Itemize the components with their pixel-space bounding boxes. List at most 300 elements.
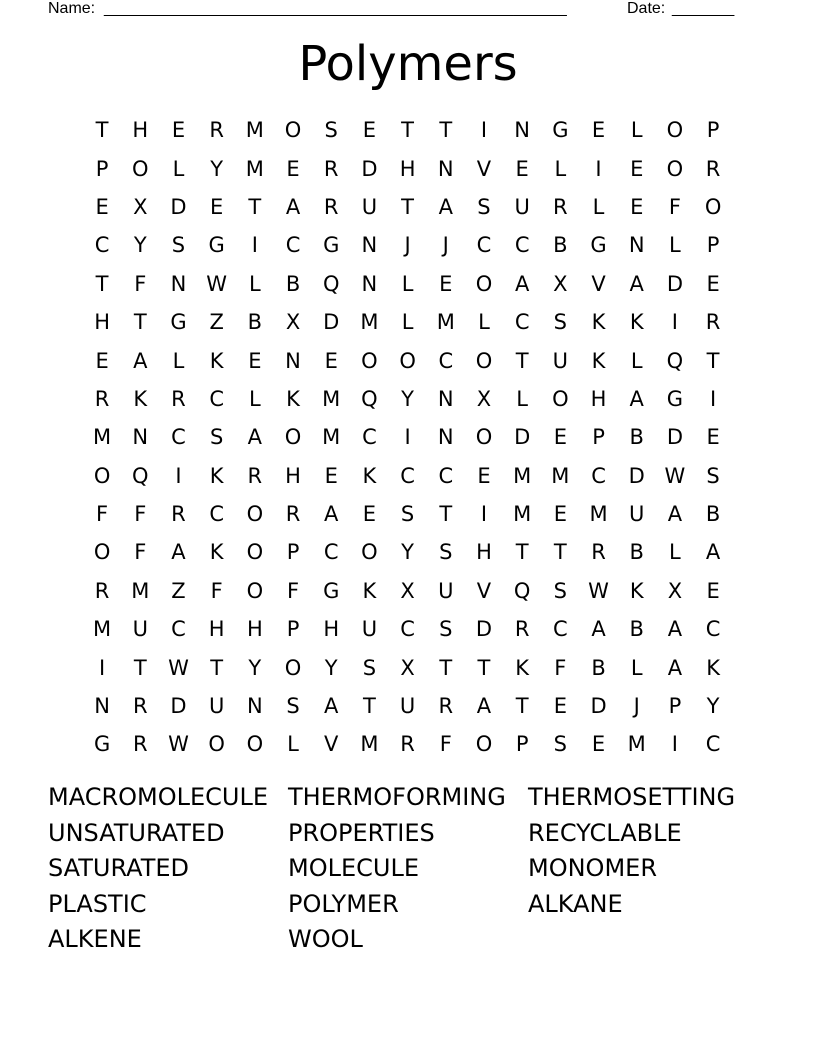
grid-letter: M bbox=[93, 425, 112, 450]
grid-letter: L bbox=[478, 310, 490, 335]
grid-letter: T bbox=[401, 118, 414, 143]
grid-letter: T bbox=[248, 194, 262, 219]
grid-letter: D bbox=[361, 156, 378, 181]
grid-letter: B bbox=[591, 655, 606, 680]
grid-letter: C bbox=[209, 502, 224, 527]
grid-letter: N bbox=[170, 271, 187, 296]
grid-letter: O bbox=[246, 732, 264, 757]
grid-letter: C bbox=[514, 233, 530, 258]
grid-letter: Q bbox=[361, 386, 378, 411]
grid-letter: R bbox=[705, 310, 721, 335]
grid-row bbox=[83, 303, 732, 341]
grid-letter: F bbox=[668, 194, 681, 219]
grid-row bbox=[83, 495, 732, 533]
grid-letter: V bbox=[591, 271, 606, 296]
grid-letter: L bbox=[669, 540, 681, 565]
name-label: Name: bbox=[48, 0, 96, 17]
grid-letter: T bbox=[95, 118, 109, 143]
grid-letter: N bbox=[94, 694, 110, 719]
grid-letter: P bbox=[706, 118, 720, 143]
grid-letter: E bbox=[553, 502, 567, 527]
grid-letter: L bbox=[172, 348, 185, 373]
grid-letter: F bbox=[96, 502, 109, 527]
grid-letter: L bbox=[630, 655, 643, 680]
grid-letter: R bbox=[171, 502, 186, 527]
grid-letter: D bbox=[323, 310, 340, 335]
grid-letter: G bbox=[323, 578, 340, 603]
grid-letter: O bbox=[475, 732, 493, 757]
grid-letter: Q bbox=[666, 348, 684, 373]
grid-letter: T bbox=[706, 348, 720, 373]
grid-letter: D bbox=[475, 617, 493, 642]
grid-letter: J bbox=[633, 694, 640, 719]
grid-letter: E bbox=[706, 271, 720, 296]
grid-letter: P bbox=[592, 425, 605, 450]
grid-letter: U bbox=[552, 348, 569, 373]
grid-letter: N bbox=[437, 425, 454, 450]
grid-letter: Z bbox=[171, 578, 186, 603]
grid-letter: T bbox=[477, 655, 491, 680]
grid-letter: C bbox=[400, 463, 415, 488]
grid-letter: X bbox=[133, 194, 148, 219]
word-item: RECYCLABLE bbox=[528, 818, 682, 847]
grid-letter: N bbox=[246, 694, 263, 719]
grid-letter: T bbox=[133, 310, 147, 335]
grid-letter: G bbox=[666, 386, 684, 411]
grid-letter: R bbox=[209, 118, 224, 143]
date-label: Date: bbox=[627, 0, 666, 17]
grid-letter: O bbox=[666, 156, 684, 181]
grid-letter: U bbox=[361, 194, 378, 219]
grid-letter: R bbox=[132, 694, 148, 719]
grid-letter: D bbox=[666, 425, 683, 450]
grid-letter: W bbox=[206, 271, 228, 296]
name-field-line: ____________________________________________________ bbox=[104, 0, 567, 17]
grid-letter: A bbox=[667, 617, 683, 642]
grid-letter: G bbox=[552, 118, 569, 143]
grid-letter: C bbox=[476, 233, 492, 258]
grid-letter: E bbox=[362, 118, 377, 143]
grid-letter: N bbox=[132, 425, 149, 450]
grid-letter: S bbox=[209, 425, 224, 450]
grid-letter: D bbox=[170, 194, 187, 219]
grid-letter: S bbox=[400, 502, 415, 527]
grid-letter: O bbox=[666, 118, 684, 143]
grid-letter: X bbox=[285, 310, 301, 335]
grid-letter: V bbox=[324, 732, 339, 757]
grid-letter: L bbox=[630, 348, 643, 373]
grid-letter: B bbox=[705, 502, 721, 527]
grid-letter: L bbox=[248, 271, 261, 296]
grid-letter: X bbox=[400, 578, 415, 603]
grid-row bbox=[83, 418, 732, 456]
grid-letter: U bbox=[438, 578, 454, 603]
grid-letter: K bbox=[209, 540, 224, 565]
grid-letter: K bbox=[629, 578, 644, 603]
grid-letter: C bbox=[438, 348, 454, 373]
grid-letter: K bbox=[591, 348, 606, 373]
grid-row bbox=[83, 341, 732, 379]
grid-letter: N bbox=[628, 233, 645, 258]
grid-letter: N bbox=[361, 271, 378, 296]
grid-letter: A bbox=[591, 617, 606, 642]
grid-letter: H bbox=[132, 118, 149, 143]
grid-letter: C bbox=[323, 540, 339, 565]
grid-letter: E bbox=[515, 156, 529, 181]
grid-letter: L bbox=[287, 732, 299, 757]
grid-row bbox=[83, 457, 732, 495]
grid-letter: R bbox=[94, 386, 110, 411]
grid-letter: S bbox=[439, 540, 453, 565]
grid-letter: N bbox=[285, 348, 301, 373]
grid-letter: Y bbox=[248, 655, 262, 680]
grid-letter: E bbox=[95, 194, 109, 219]
grid-letter: X bbox=[553, 271, 568, 296]
grid-letter: E bbox=[706, 578, 720, 603]
grid-letter: B bbox=[247, 310, 263, 335]
grid-row bbox=[83, 265, 732, 303]
grid-letter: G bbox=[323, 233, 340, 258]
grid-letter: B bbox=[285, 271, 301, 296]
grid-row bbox=[83, 380, 732, 418]
letter-grid bbox=[83, 111, 732, 764]
grid-letter: F bbox=[134, 271, 147, 296]
grid-letter: S bbox=[477, 194, 491, 219]
grid-letter: H bbox=[590, 386, 607, 411]
grid-row bbox=[83, 149, 732, 187]
grid-letter: W bbox=[168, 732, 189, 757]
grid-letter: R bbox=[514, 617, 530, 642]
grid-letter: I bbox=[671, 310, 678, 335]
word-column bbox=[288, 780, 506, 958]
grid-row bbox=[83, 111, 732, 149]
grid-letter: H bbox=[208, 617, 225, 642]
grid-letter: O bbox=[246, 540, 264, 565]
grid-letter: E bbox=[248, 348, 262, 373]
grid-letter: L bbox=[630, 118, 643, 143]
grid-row bbox=[83, 188, 732, 226]
grid-letter: C bbox=[171, 617, 186, 642]
grid-letter: K bbox=[591, 310, 606, 335]
grid-letter: M bbox=[93, 617, 112, 642]
grid-letter: R bbox=[323, 194, 339, 219]
grid-letter: E bbox=[210, 194, 224, 219]
grid-letter: X bbox=[400, 655, 415, 680]
grid-letter: T bbox=[210, 655, 224, 680]
grid-letter: A bbox=[171, 540, 186, 565]
grid-letter: P bbox=[668, 694, 682, 719]
grid-letter: K bbox=[362, 463, 377, 488]
grid-letter: F bbox=[134, 540, 147, 565]
grid-letter: N bbox=[361, 233, 378, 258]
word-item: THERMOFORMING bbox=[288, 783, 506, 811]
grid-letter: A bbox=[514, 271, 530, 296]
grid-letter: N bbox=[437, 386, 454, 411]
grid-letter: O bbox=[704, 194, 722, 219]
grid-letter: T bbox=[515, 540, 529, 565]
grid-letter: M bbox=[322, 386, 341, 411]
grid-letter: E bbox=[439, 271, 453, 296]
grid-letter: B bbox=[629, 425, 644, 450]
grid-letter: F bbox=[286, 578, 300, 603]
grid-letter: M bbox=[513, 502, 532, 527]
grid-letter: C bbox=[705, 617, 721, 642]
grid-letter: F bbox=[134, 502, 147, 527]
grid-letter: T bbox=[133, 655, 147, 680]
grid-letter: S bbox=[553, 732, 568, 757]
grid-letter: Q bbox=[132, 463, 149, 488]
grid-letter: T bbox=[362, 694, 376, 719]
grid-letter: R bbox=[285, 502, 301, 527]
grid-letter: W bbox=[168, 655, 189, 680]
grid-letter: D bbox=[590, 694, 607, 719]
grid-letter: U bbox=[399, 694, 416, 719]
grid-letter: A bbox=[629, 386, 644, 411]
grid-letter: M bbox=[436, 310, 455, 335]
grid-letter: E bbox=[553, 425, 567, 450]
grid-letter: E bbox=[362, 502, 377, 527]
grid-letter: I bbox=[98, 655, 106, 680]
grid-letter: G bbox=[590, 233, 607, 258]
grid-letter: L bbox=[248, 386, 261, 411]
grid-letter: E bbox=[477, 463, 491, 488]
grid-letter: C bbox=[514, 310, 530, 335]
grid-letter: I bbox=[671, 732, 678, 757]
grid-letter: G bbox=[170, 310, 187, 335]
grid-row bbox=[83, 725, 732, 763]
grid-letter: Q bbox=[513, 578, 531, 603]
grid-letter: U bbox=[132, 617, 148, 642]
grid-letter: E bbox=[324, 348, 338, 373]
grid-letter: R bbox=[438, 694, 454, 719]
grid-letter: C bbox=[209, 386, 224, 411]
grid-letter: E bbox=[630, 194, 644, 219]
grid-letter: E bbox=[591, 118, 606, 143]
grid-letter: K bbox=[209, 463, 224, 488]
grid-letter: X bbox=[476, 386, 492, 411]
grid-letter: P bbox=[515, 732, 529, 757]
grid-letter: K bbox=[706, 655, 720, 680]
word-item: WOOL bbox=[288, 925, 363, 953]
grid-letter: C bbox=[400, 617, 415, 642]
grid-letter: A bbox=[629, 271, 644, 296]
word-item: MACROMOLECULE bbox=[48, 783, 269, 811]
grid-letter: K bbox=[629, 310, 644, 335]
grid-letter: O bbox=[361, 348, 378, 373]
grid-letter: C bbox=[438, 463, 454, 488]
grid-letter: S bbox=[706, 463, 720, 488]
grid-letter: R bbox=[94, 578, 110, 603]
grid-letter: W bbox=[664, 463, 686, 488]
grid-letter: O bbox=[475, 425, 493, 450]
grid-letter: T bbox=[95, 271, 109, 296]
word-item: PLASTIC bbox=[48, 889, 147, 918]
grid-letter: B bbox=[629, 540, 644, 565]
grid-letter: R bbox=[591, 540, 606, 565]
grid-letter: M bbox=[360, 310, 379, 335]
grid-letter: E bbox=[591, 732, 606, 757]
grid-letter: T bbox=[401, 194, 414, 219]
word-item: SATURATED bbox=[48, 854, 190, 882]
word-item: PROPERTIES bbox=[288, 818, 435, 847]
grid-letter: O bbox=[475, 348, 493, 373]
grid-row bbox=[83, 572, 732, 610]
grid-letter: A bbox=[438, 194, 453, 219]
grid-letter: L bbox=[592, 194, 605, 219]
grid-letter: E bbox=[171, 118, 186, 143]
grid-row bbox=[83, 533, 732, 571]
grid-letter: F bbox=[439, 732, 452, 757]
grid-letter: I bbox=[595, 156, 602, 181]
grid-letter: U bbox=[629, 502, 645, 527]
grid-letter: S bbox=[553, 578, 568, 603]
grid-letter: E bbox=[630, 156, 644, 181]
grid-letter: M bbox=[627, 732, 646, 757]
grid-letter: R bbox=[400, 732, 415, 757]
grid-letter: D bbox=[170, 694, 187, 719]
grid-letter: P bbox=[95, 156, 109, 181]
grid-letter: Y bbox=[324, 655, 338, 680]
grid-letter: H bbox=[476, 540, 492, 565]
grid-letter: A bbox=[247, 425, 263, 450]
grid-letter: B bbox=[553, 233, 568, 258]
word-item: MOLECULE bbox=[288, 854, 419, 882]
grid-letter: O bbox=[284, 118, 302, 143]
grid-letter: A bbox=[133, 348, 148, 373]
grid-row bbox=[83, 687, 732, 725]
grid-letter: M bbox=[322, 425, 341, 450]
grid-letter: I bbox=[480, 502, 488, 527]
grid-letter: M bbox=[131, 578, 150, 603]
word-item: ALKENE bbox=[48, 925, 142, 953]
puzzle-title: Polymers bbox=[298, 36, 518, 92]
grid-letter: K bbox=[209, 348, 224, 373]
grid-letter: L bbox=[401, 310, 414, 335]
grid-letter: K bbox=[362, 578, 377, 603]
grid-letter: I bbox=[251, 233, 258, 258]
grid-letter: S bbox=[553, 310, 568, 335]
grid-letter: J bbox=[442, 233, 449, 258]
grid-row bbox=[83, 610, 732, 648]
grid-letter: P bbox=[286, 540, 300, 565]
grid-letter: V bbox=[476, 156, 492, 181]
grid-letter: C bbox=[362, 425, 377, 450]
grid-letter: A bbox=[476, 694, 492, 719]
grid-letter: H bbox=[94, 310, 110, 335]
grid-letter: M bbox=[245, 156, 264, 181]
grid-letter: G bbox=[208, 233, 225, 258]
grid-letter: C bbox=[591, 463, 606, 488]
grid-letter: X bbox=[667, 578, 683, 603]
grid-letter: J bbox=[404, 233, 411, 258]
grid-letter: L bbox=[554, 156, 567, 181]
grid-letter: A bbox=[285, 194, 301, 219]
grid-letter: Y bbox=[133, 233, 147, 258]
grid-letter: K bbox=[515, 655, 530, 680]
grid-letter: E bbox=[95, 348, 109, 373]
grid-letter: Y bbox=[210, 156, 224, 181]
worksheet-header bbox=[48, 0, 748, 20]
grid-letter: D bbox=[666, 271, 683, 296]
grid-letter: R bbox=[553, 194, 568, 219]
grid-letter: E bbox=[324, 463, 338, 488]
grid-letter: R bbox=[705, 156, 721, 181]
grid-letter: P bbox=[286, 617, 300, 642]
grid-row bbox=[83, 648, 732, 686]
grid-letter: U bbox=[208, 694, 225, 719]
grid-letter: Y bbox=[401, 540, 414, 565]
grid-letter: H bbox=[285, 463, 301, 488]
grid-letter: M bbox=[513, 463, 532, 488]
grid-letter: O bbox=[399, 348, 416, 373]
grid-letter: A bbox=[705, 540, 721, 565]
grid-letter: O bbox=[93, 463, 111, 488]
grid-letter: O bbox=[361, 540, 378, 565]
grid-letter: T bbox=[515, 348, 529, 373]
grid-letter: O bbox=[208, 732, 225, 757]
grid-letter: K bbox=[286, 386, 300, 411]
word-item: MONOMER bbox=[528, 854, 657, 882]
grid-letter: O bbox=[246, 502, 264, 527]
grid-letter: F bbox=[554, 655, 567, 680]
grid-letter: A bbox=[667, 655, 683, 680]
grid-letter: Y bbox=[706, 694, 720, 719]
grid-letter: R bbox=[171, 386, 186, 411]
grid-letter: S bbox=[286, 694, 300, 719]
word-column bbox=[528, 780, 735, 922]
grid-letter: C bbox=[285, 233, 301, 258]
grid-letter: E bbox=[706, 425, 720, 450]
grid-letter: M bbox=[551, 463, 570, 488]
grid-letter: H bbox=[399, 156, 416, 181]
grid-letter: A bbox=[667, 502, 683, 527]
grid-letter: V bbox=[476, 578, 492, 603]
grid-letter: E bbox=[286, 156, 300, 181]
grid-letter: M bbox=[360, 732, 379, 757]
grid-letter: M bbox=[245, 118, 264, 143]
grid-letter: K bbox=[133, 386, 148, 411]
grid-letter: E bbox=[553, 694, 567, 719]
grid-letter: Z bbox=[209, 310, 224, 335]
word-item: THERMOSETTING bbox=[528, 783, 736, 811]
grid-letter: L bbox=[172, 156, 185, 181]
grid-letter: R bbox=[132, 732, 148, 757]
grid-letter: L bbox=[516, 386, 528, 411]
grid-letter: O bbox=[475, 271, 493, 296]
grid-letter: I bbox=[175, 463, 182, 488]
grid-letter: G bbox=[93, 732, 111, 757]
grid-letter: A bbox=[324, 502, 339, 527]
grid-letter: O bbox=[284, 655, 302, 680]
grid-letter: I bbox=[709, 386, 717, 411]
grid-letter: U bbox=[514, 194, 530, 219]
grid-letter: S bbox=[324, 118, 338, 143]
word-item: POLYMER bbox=[288, 889, 399, 918]
grid-letter: O bbox=[246, 578, 264, 603]
grid-letter: H bbox=[246, 617, 263, 642]
grid-letter: A bbox=[324, 694, 339, 719]
grid-letter: R bbox=[323, 156, 339, 181]
grid-letter: O bbox=[552, 386, 569, 411]
grid-letter: P bbox=[706, 233, 720, 258]
grid-letter: H bbox=[323, 617, 340, 642]
grid-letter: U bbox=[361, 617, 378, 642]
grid-letter: I bbox=[480, 118, 488, 143]
grid-letter: W bbox=[588, 578, 609, 603]
grid-letter: F bbox=[210, 578, 223, 603]
grid-letter: C bbox=[553, 617, 568, 642]
grid-letter: L bbox=[401, 271, 414, 296]
